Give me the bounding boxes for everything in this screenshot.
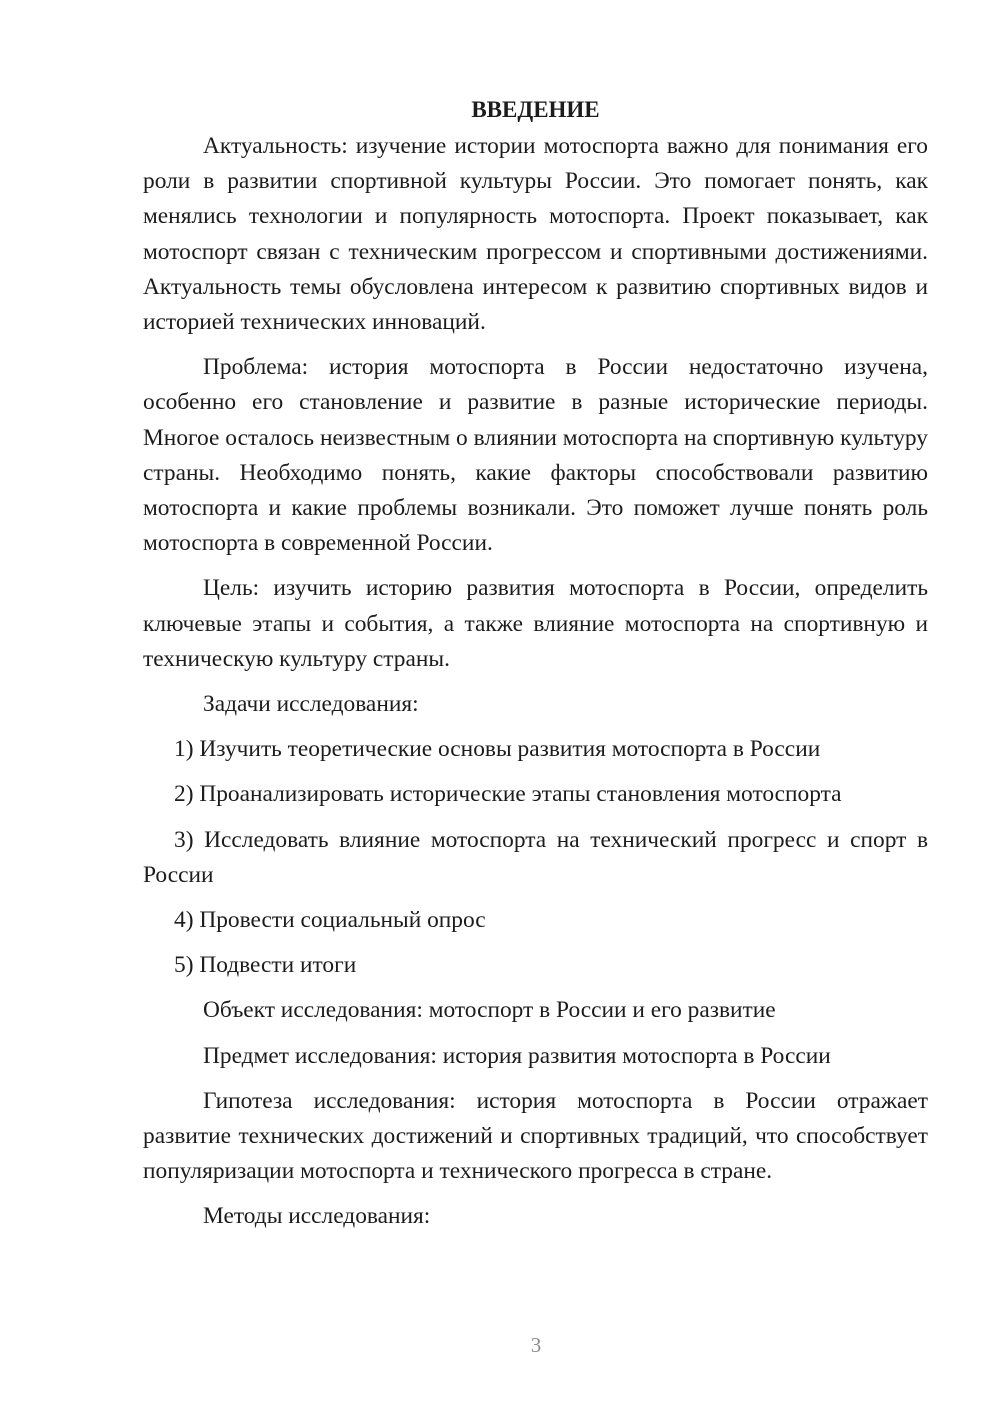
relevance-paragraph: Актуальность: изучение истории мотоспорта важно для понимания его роли в развитии спортивной культуры России. Это помогает понять, как менялись технологии и популярность мотоспорта. Проект показывает, как мотоспорт связан с техническим прогрессом и спортивными достижениями. Актуальность темы обусловлена интересом к развитию спортивных видов и историей технических инноваций. — [143, 133, 928, 336]
hypothesis-paragraph: Гипотеза исследования: история мотоспорта в России отражает развитие технических достижений и спортивных традиций, что способствует популяризации мотоспорта и технического прогресса в стране. — [143, 1087, 928, 1185]
task-item: 3) Исследовать влияние мотоспорта на технический прогресс и спорт в России — [143, 826, 928, 888]
page-number: 3 — [530, 1333, 542, 1357]
tasks-heading: Задачи исследования: — [203, 691, 419, 718]
research-subject: Предмет исследования: история развития мотоспорта в России — [203, 1042, 831, 1069]
page-title: ВВЕДЕНИЕ — [471, 97, 600, 122]
methods-heading: Методы исследования: — [203, 1203, 431, 1230]
task-item: 5) Подвести итоги — [174, 952, 357, 979]
task-item: 1) Изучить теоретические основы развития мотоспорта в России — [174, 736, 821, 763]
problem-paragraph: Проблема: история мотоспорта в России недостаточно изучена, особенно его становление и развитие в разные исторические периоды. Многое осталось неизвестным о влиянии мотоспорта на спортивную культуру страны. Необходимо понять, какие факторы способствовали развитию мотоспорта и какие проблемы возникали. Это поможет лучше понять роль мотоспорта в современной России. — [143, 354, 928, 557]
task-item: 4) Провести социальный опрос — [174, 907, 486, 934]
goal-paragraph: Цель: изучить историю развития мотоспорта в России, определить ключевые этапы и события, а также влияние мотоспорта на спортивную и техническую культуру страны. — [143, 575, 928, 672]
document-body — [143, 92, 928, 1245]
research-object: Объект исследования: мотоспорт в России и его развитие — [203, 997, 776, 1024]
task-item: 2) Проанализировать исторические этапы становления мотоспорта — [174, 781, 842, 808]
